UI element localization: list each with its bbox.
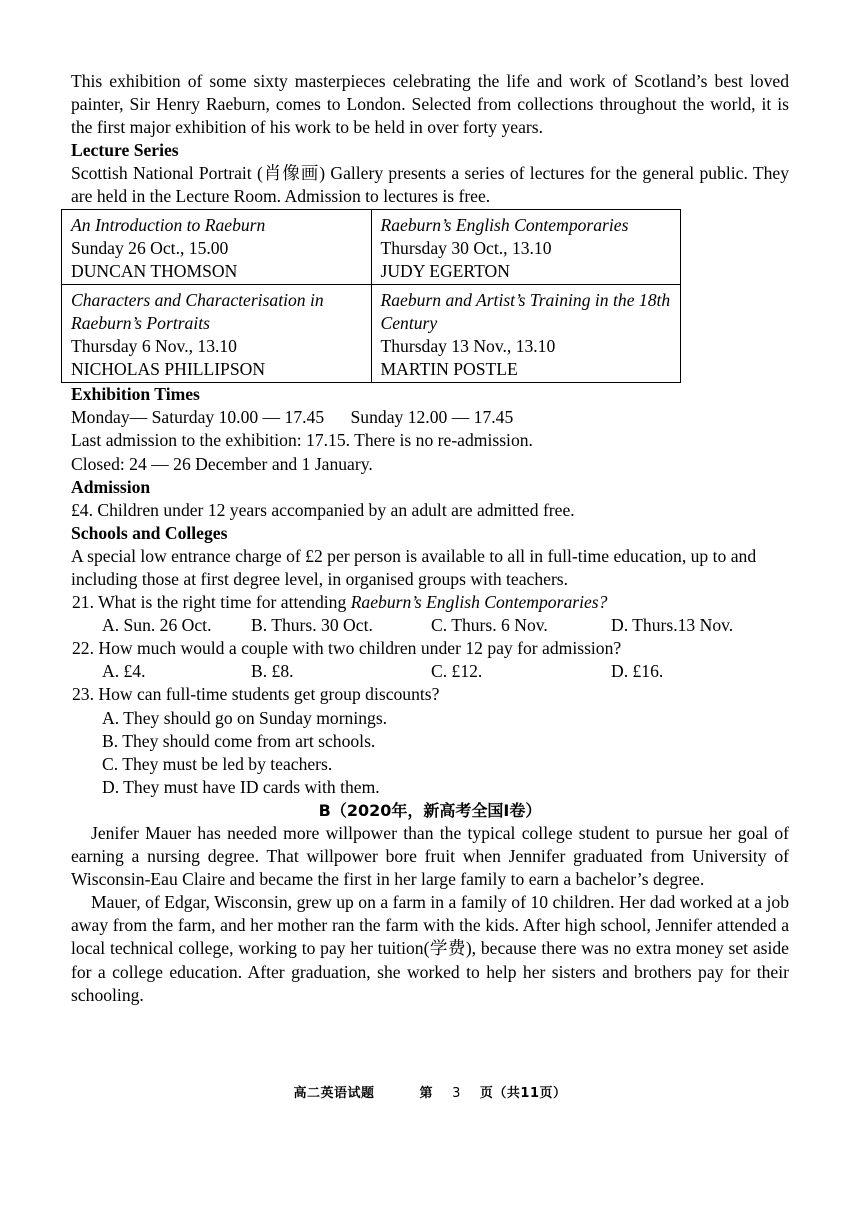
option-c: C. £12. [431,661,483,682]
question-stem: 21. What is the right time for attending [72,592,351,613]
option-d: D. They must have ID cards with them. [102,776,380,797]
lecture-date: Sunday 26 Oct., 15.00 [71,237,229,258]
question-22: 22. How much would a couple with two children under 12 pay for admission? [72,638,622,659]
footer-page-number: 3 [452,1086,461,1101]
option-b: B. Thurs. 30 Oct. [251,615,373,636]
lecture-date: Thursday 30 Oct., 13.10 [380,237,552,258]
lecture-series-heading: Lecture Series [71,140,179,161]
lecture-speaker: MARTIN POSTLE [380,359,518,380]
passage-paragraph-1: Jenifer Mauer has needed more willpower than the typical college student to pursue her goal of earning a nursing degree. That willpower bore fruit when Jennifer graduated from University of Wisconsin-Eau Claire and became the first in her large family to earn a bachelor’s degree. [71,823,789,890]
section-b-heading: B（2020年，新高考全国I卷） [318,800,542,820]
lecture-intro: Scottish National Portrait (肖像画) Gallery presents a series of lectures for the general public. They are held in the Lecture Room. Admission to lectures is free. [71,163,789,207]
option-c: C. Thurs. 6 Nov. [431,615,548,636]
question-23: 23. How can full-time students get group discounts? [72,684,440,705]
schools-heading: Schools and Colleges [71,522,228,543]
lecture-cell [62,284,372,382]
question-21-options [71,614,789,637]
option-a: A. Sun. 26 Oct. [102,615,212,636]
times-line-2: Last admission to the exhibition: 17.15. There is no re-admission. [71,430,533,451]
lecture-cell [62,209,372,284]
lecture-speaker: DUNCAN THOMSON [71,260,238,281]
lecture-date: Thursday 6 Nov., 13.10 [71,336,237,357]
option-a: A. £4. [102,661,146,682]
footer-subject: 高二英语试题 [293,1086,375,1101]
lecture-title: An Introduction to Raeburn [71,214,266,235]
table-row [62,284,681,382]
option-b: B. They should come from art schools. [102,730,376,751]
page-footer [0,1082,860,1101]
lecture-title: Raeburn and Artist’s Training in the 18th Century [380,289,671,333]
question-21 [71,591,789,614]
admission-heading: Admission [71,476,151,497]
lecture-table [61,209,681,384]
lecture-date: Thursday 13 Nov., 13.10 [380,336,556,357]
option-c: C. They must be led by teachers. [102,753,333,774]
footer-page-prefix: 第 [419,1086,434,1101]
exhibition-times-heading: Exhibition Times [71,384,200,405]
option-d: D. £16. [611,661,664,682]
admission-text: £4. Children under 12 years accompanied by an adult are admitted free. [71,499,575,520]
option-d: D. Thurs.13 Nov. [611,615,734,636]
document-page [71,70,789,1007]
lecture-cell [371,284,681,382]
option-a: A. They should go on Sunday mornings. [102,707,388,728]
footer-page-suffix: 页（共11页） [479,1086,567,1101]
passage-paragraph-2: Mauer, of Edgar, Wisconsin, grew up on a farm in a family of 10 children. Her dad worked at a job away from the farm, and her mother ran the farm with the kids. After high school, Jennifer attended a local technical college, working to pay her tuition(学费), because there was no extra money set aside for a college education. After graduation, she worked to help her sisters and brothers pay for their schooling. [71,892,789,1005]
question-22-options [71,660,789,683]
lecture-speaker: NICHOLAS PHILLIPSON [71,359,266,380]
table-row [62,209,681,284]
option-b: B. £8. [251,661,294,682]
times-line-1: Monday— Saturday 10.00 — 17.45 Sunday 12.00 — 17.45 [71,407,514,428]
lecture-title: Raeburn’s English Contemporaries [380,214,629,235]
question-stem-italic: Raeburn’s English Contemporaries? [350,592,608,613]
times-line-3: Closed: 24 — 26 December and 1 January. [71,453,373,474]
lecture-speaker: JUDY EGERTON [380,260,510,281]
lecture-cell [371,209,681,284]
schools-text: A special low entrance charge of £2 per person is available to all in full-time education, up to and including those at first degree level, in organised groups with teachers. [71,545,757,589]
intro-paragraph: This exhibition of some sixty masterpieces celebrating the life and work of Scotland’s best loved painter, Sir Henry Raeburn, comes to London. Selected from collections throughout the world, it is the first major exhibition of his work to be held in over forty years. [71,71,789,138]
lecture-title: Characters and Characterisation in Raeburn’s Portraits [71,289,324,333]
